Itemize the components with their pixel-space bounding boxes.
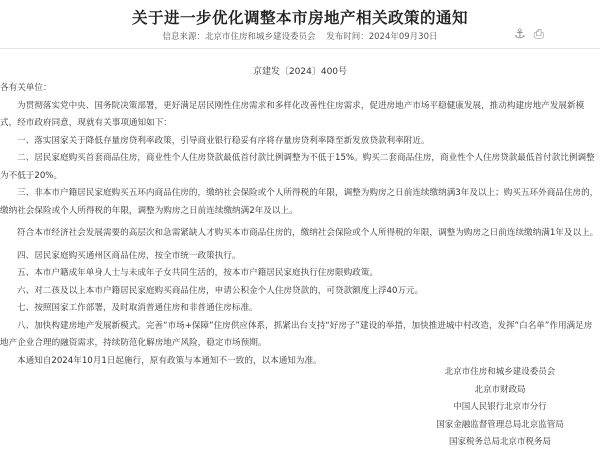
policy-item: 四、居民家庭购买通州区商品住房，按全市统一政策执行。	[17, 250, 241, 261]
divider	[0, 48, 600, 49]
policy-item: 三、非本市户籍居民家庭购买五环内商品住房的，缴纳社会保险或个人所得税的年限，调整为购房之日前连续缴纳满3年及以上；购买五环外商品住房的，缴纳社会保险或个人所得税的年限，调整为购房之日前连续缴纳满2年及以上。	[0, 188, 599, 216]
date-info	[326, 32, 437, 42]
document-number: 京建发〔2024〕400号	[252, 67, 348, 77]
policy-item: 一、落实国家关于降低存量房贷利率政策，引导商业银行稳妥有序将存量房贷利率降至新发放贷款利率附近。	[17, 135, 430, 146]
policy-item: 八、加快构建房地产发展新模式。完善“市场+保障”住房供应体系，抓紧出台支持“好房子”建设的举措，加快推进城中村改造，发挥“白名单”作用满足房地产企业合理的融资需求，持续防范化解房地产风险，稳定市场预期。	[0, 320, 593, 348]
signatory: 北京市住房和城乡建设委员会	[444, 367, 556, 377]
signatory: 国家金融监督管理总局北京监管局	[436, 419, 564, 430]
document-body	[0, 80, 600, 370]
policy-item: 五、本市户籍成年单身人士与未成年子女共同生活的，按本市户籍居民家庭执行住房限购政策。	[17, 268, 378, 278]
page-title: 关于进一步优化调整本市房地产相关政策的通知	[131, 9, 468, 27]
policy-item: 七、按照国家工作部署，及时取消普通住房和非普通住房标准。	[17, 303, 258, 313]
signatory: 国家税务总局北京市税务局	[448, 437, 551, 447]
source-info	[162, 32, 315, 42]
effective-date-paragraph: 本通知自2024年10月1日起施行，原有政策与本通知不一致的，以本通知为准。	[17, 355, 322, 366]
signatory: 北京市财政局	[474, 384, 526, 395]
signatories	[405, 364, 595, 452]
intro-paragraph: 为贯彻落实党中央、国务院决策部署，更好满足居民刚性住房需求和多样化改善性住房需求，促进房地产市场平稳健康发展，推动构建房地产发展新模式，经市政府同意，现就有关事项通知如下：	[0, 100, 585, 128]
policy-item: 六、对二孩及以上本市户籍居民家庭购买商品住房，申请公积金个人住房贷款的，可贷款额度上浮40万元。	[17, 285, 424, 296]
meta-info	[0, 30, 600, 42]
salutation: 各有关单位：	[0, 83, 52, 93]
policy-item: 二、居民家庭购买首套商品住房，商业性个人住房贷款最低首付款比例调整为不低于15%。购买二套商品住房，商业性个人住房贷款最低首付款比例调整为不低于20%。	[0, 153, 595, 181]
date-label: 发布时间：	[326, 32, 369, 42]
source-value: 北京市住房和城乡建设委员会	[205, 32, 316, 42]
share-icon[interactable]: ⚓	[514, 27, 526, 42]
policy-item: 符合本市经济社会发展需要的高层次和急需紧缺人才购买本市商品住房的，缴纳社会保险或个人所得税的年限，调整为购房之日前连续缴纳满1年及以上。	[17, 228, 599, 238]
print-icon[interactable]: ⎙	[533, 27, 545, 42]
signatory: 中国人民银行北京市分行	[453, 402, 547, 412]
source-label: 信息来源：	[162, 32, 205, 42]
date-value: 2024年09月30日	[368, 32, 438, 42]
toolbar	[514, 27, 544, 42]
